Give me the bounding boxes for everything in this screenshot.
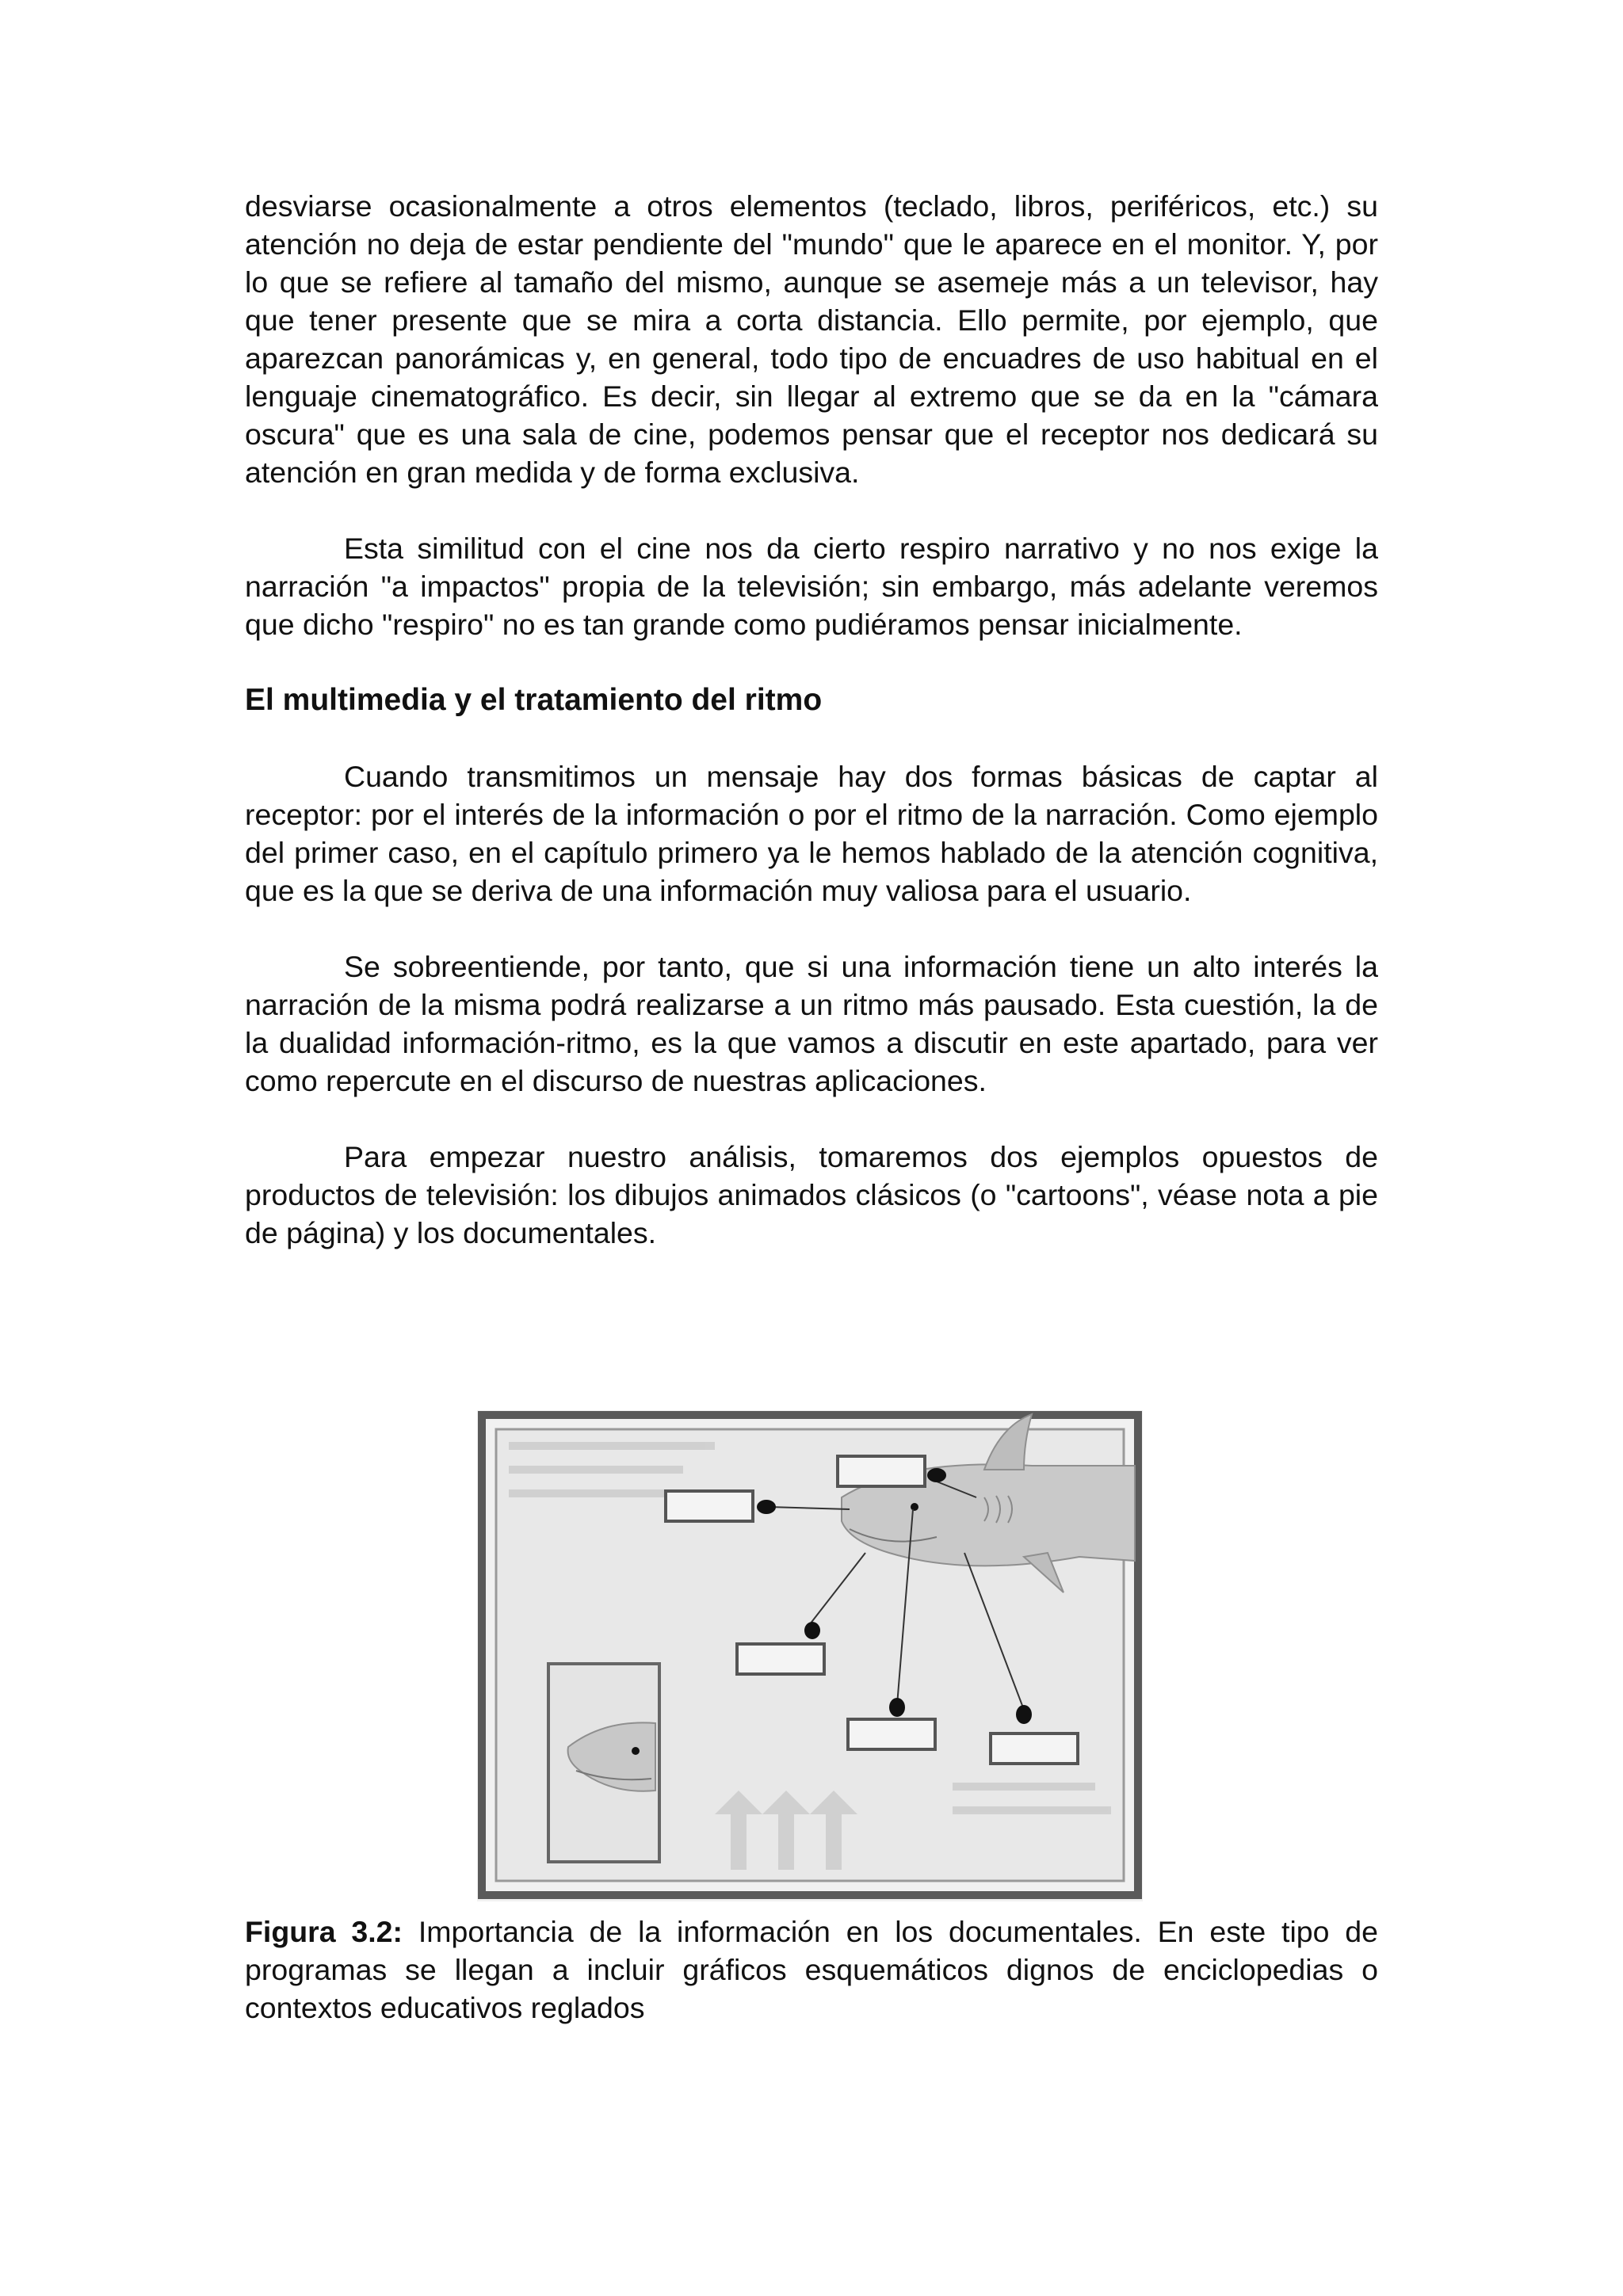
caption-label: Figura 3.2: (245, 1915, 403, 1948)
figure-shark-diagram (477, 1410, 1143, 1901)
paragraph-5: Para empezar nuestro análisis, tomaremos dos ejemplos opuestos de productos de televisión: los dibujos animados clásicos (o "cartoons", véase nota a pie de página) y los documentales. (245, 1140, 1378, 1249)
document-body (245, 187, 1378, 1252)
paragraph-1: desviarse ocasionalmente a otros elementos (teclado, libros, periféricos, etc.) su atención no deja de estar pendiente del "mundo" que le aparece en el monitor. Y, por lo que se refiere al tamaño del mismo, aunque se asemeje más a un televisor, hay que tener presente que se mira a corta distancia. Ello permite, por ejemplo, que aparezcan panorámicas y, en general, todo tipo de encuadres de uso habitual en el lenguaje cinematográfico. Es decir, sin llegar al extremo que se da en la "cámara oscura" que es una sala de cine, podemos pensar que el receptor nos dedicará su atención en gran medida y de forma exclusiva. (245, 189, 1378, 489)
section-heading: El multimedia y el tratamiento del ritmo (245, 683, 823, 717)
label-box-3 (737, 1644, 824, 1674)
paragraph-3: Cuando transmitimos un mensaje hay dos formas básicas de captar al receptor: por el interés de la información o por el ritmo de la narración. Como ejemplo del primer caso, en el capítulo primero ya le hemos hablado de la atención cognitiva, que es la que se deriva de una información muy valiosa para el usuario. (245, 760, 1378, 907)
paragraph-4: Se sobreentiende, por tanto, que si una información tiene un alto interés la narración de la misma podrá realizarse a un ritmo más pausado. Esta cuestión, la de la dualidad información-ritmo, es la que vamos a discutir en este apartado, para ver como repercute en el discurso de nuestras aplicaciones. (245, 950, 1378, 1097)
paragraph-2: Esta similitud con el cine nos da cierto respiro narrativo y no nos exige la narración "a impactos" propia de la televisión; sin embargo, más adelante veremos que dicho "respiro" no es tan grande como pudiéramos pensar inicialmente. (245, 532, 1378, 641)
figure-caption (245, 1913, 1378, 2027)
label-box-2 (666, 1491, 753, 1521)
label-box-5 (991, 1733, 1078, 1764)
label-box-4 (848, 1719, 935, 1749)
shark-diagram-illustration (477, 1410, 1143, 1901)
caption-text: Importancia de la información en los documentales. En este tipo de programas se llegan a incluir gráficos esquemáticos dignos de enciclopedias o contextos educativos reglados (245, 1915, 1378, 2024)
label-box-1 (838, 1456, 925, 1486)
